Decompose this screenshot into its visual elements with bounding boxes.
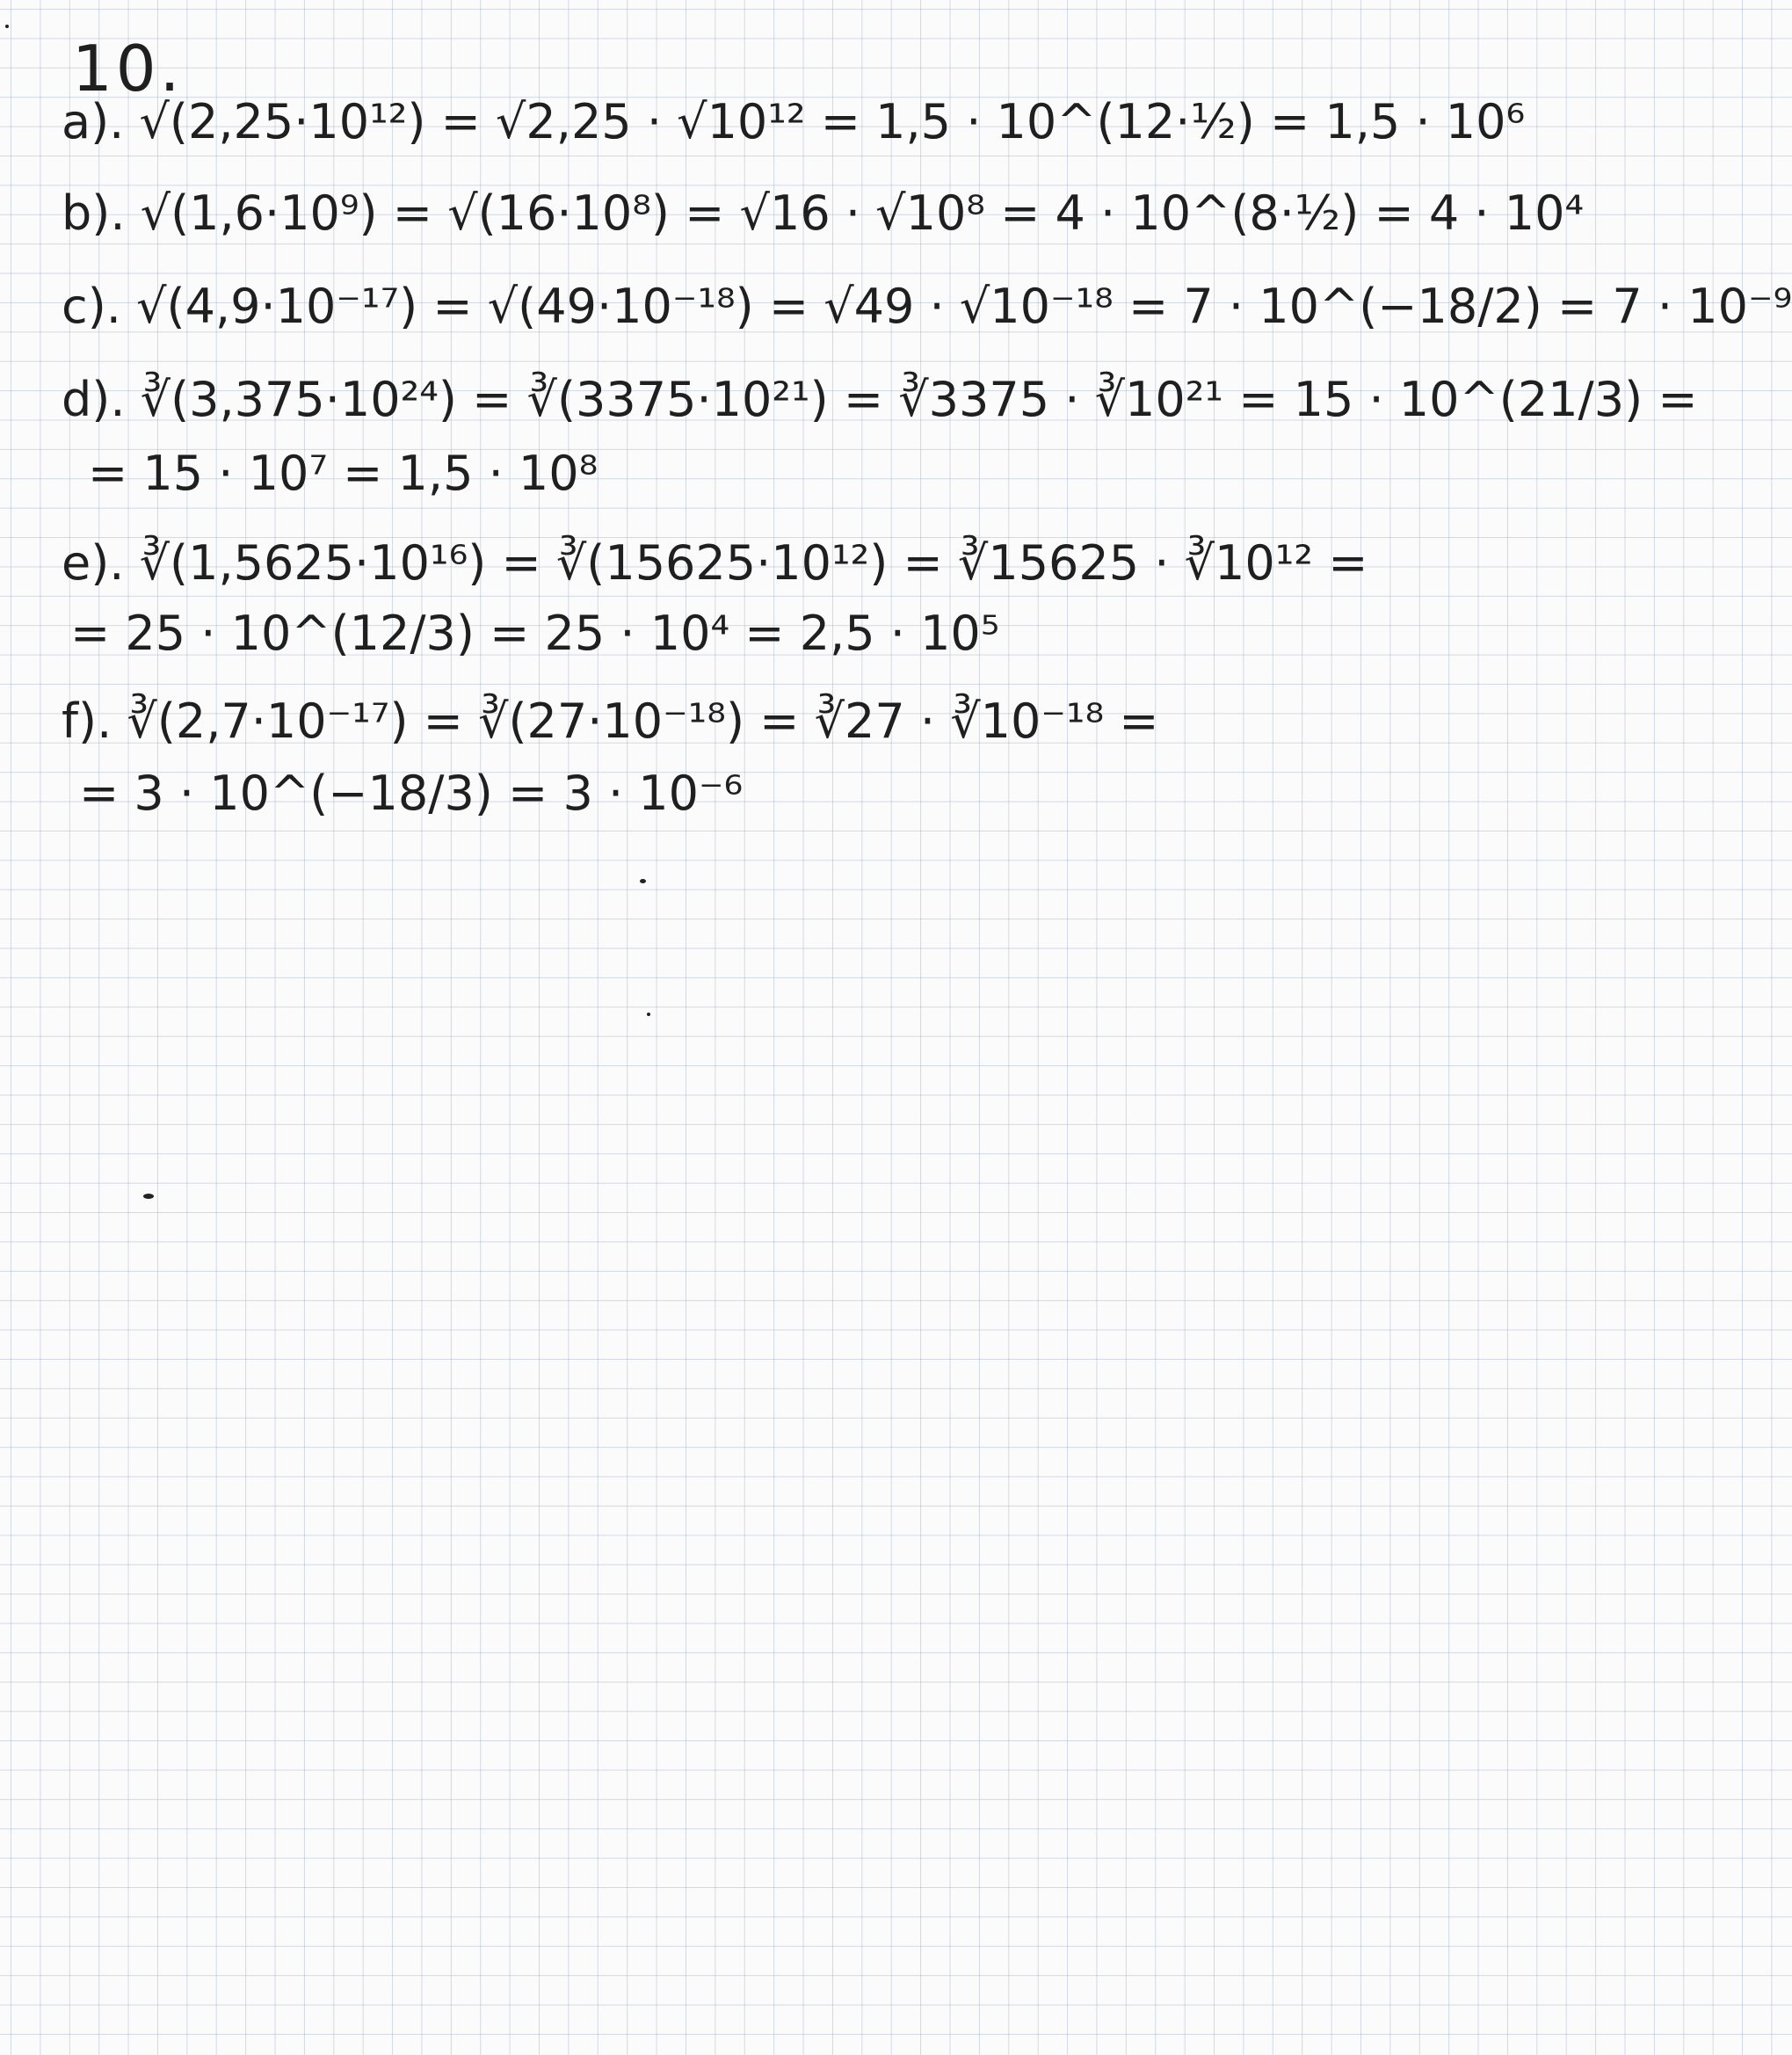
line-b: b). √(1,6·10⁹) = √(16·10⁸) = √16 · √10⁸ = 4 · 10^(8·½) = 4 · 10⁴: [62, 185, 1585, 241]
line-a: a). √(2,25·10¹²) = √2,25 · √10¹² = 1,5 · 10^(12·½) = 1,5 · 10⁶: [62, 94, 1526, 149]
line-d-continued: = 15 · 10⁷ = 1,5 · 10⁸: [88, 446, 599, 501]
line-f-continued: = 3 · 10^(−18/3) = 3 · 10⁻⁶: [79, 766, 744, 821]
ink-speck: [647, 1013, 650, 1016]
ink-speck: [640, 879, 646, 883]
ink-speck: [5, 25, 9, 28]
ink-speck: [143, 1194, 154, 1199]
line-f: f). ∛(2,7·10⁻¹⁷) = ∛(27·10⁻¹⁸) = ∛27 · ∛10⁻¹⁸ =: [62, 693, 1159, 749]
line-e: e). ∛(1,5625·10¹⁶) = ∛(15625·10¹²) = ∛15625 · ∛10¹² =: [62, 535, 1368, 591]
line-e-continued: = 25 · 10^(12/3) = 25 · 10⁴ = 2,5 · 10⁵: [70, 606, 1000, 661]
line-d: d). ∛(3,375·10²⁴) = ∛(3375·10²¹) = ∛3375 · ∛10²¹ = 15 · 10^(21/3) =: [62, 372, 1698, 427]
line-c: c). √(4,9·10⁻¹⁷) = √(49·10⁻¹⁸) = √49 · √10⁻¹⁸ = 7 · 10^(−18/2) = 7 · 10⁻⁹: [62, 279, 1792, 334]
problem-number: 10.: [72, 32, 184, 105]
